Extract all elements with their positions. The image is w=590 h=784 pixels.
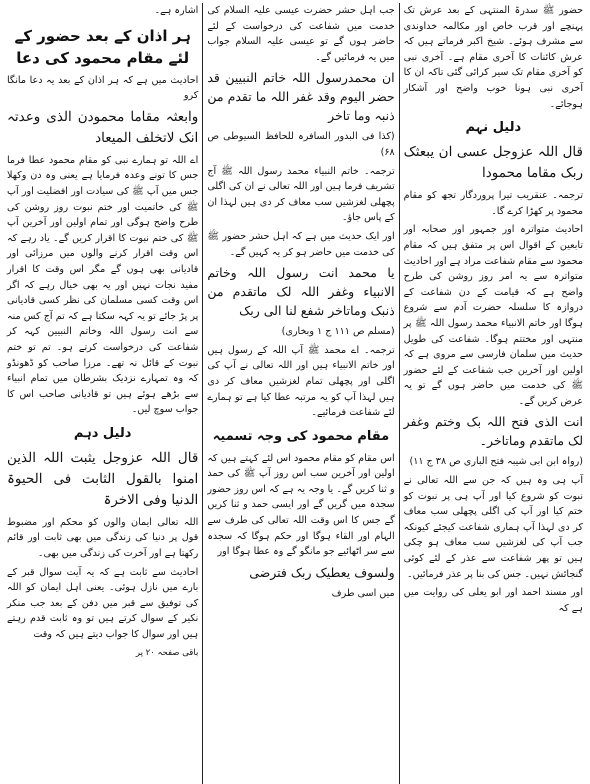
- section-heading: دلیل نہم: [465, 120, 522, 136]
- paragraph: اے اللہ تو ہمارے نبی کو مقام محمود عطا فرما جس کا تونے وعدہ فرمایا ہے یعنی وہ دن وکھلا جس میں آپ ﷺ کی سیادت اور افضلیت اور آپ ﷺ کی خاتمیت اور ختم نبوت روز روشن کی طرح واضح ہوگی اور تمام اولین اور آخرین آپ ﷺ کی ختم نبوت کا اقرار کریں گے۔ یاد رہے کہ اس وقت اقرار کرنے والوں میں مرزائی اور قادیانی بھی ہوں گے مگر اس وقت کا اقرار مفید نجات نہیں اور یہ بھی خیال رہے کہ اگر اس وقت کسی مسلمان کی نظر کسی قادیانی پر پڑ جائے تو یہ کہہ سکتا ہے کہ تم آج کس منہ سے انت رسول اللہ وخاتم النبیین کہہ کر شفاعت کی درخواست کرتے ہو۔ تم تو ختم نبوت کے قائل نہ تھے۔ مرزا صاحب کو ڈھونڈو کہ وہ تمہارے نزدیک بشرطان میں تمام انبیاء سے بڑھے ہوئے ہیں تو قادیانی صاحب اس کا جواب سوچ لیں۔: [7, 154, 199, 416]
- paragraph: احادیث سے ثابت ہے کہ یہ آیت سوال قبر کے بارے میں نازل ہوئی۔ یعنی اہل ایمان کو اللہ کی توفیق سے قبر میں دفن کے بعد جب منکر نکیر کے سوال کرتے ہیں تو وہ ثابت قدم رہتے ہیں اور سوال کا جواب دیتے ہیں کہ وقت: [7, 566, 199, 641]
- arabic-hadith: یا محمد انت رسول اللہ وخاتم الانبیاء وغفر اللہ لک ماتقدم من ذنبک وماتاخر شفع لنا الی ربک: [207, 265, 395, 319]
- paragraph: اور مسند احمد اور ابو یعلی کی روایت میں ہے کہ: [403, 587, 583, 614]
- paragraph: میں اسی طرف: [331, 587, 395, 599]
- translation: ترجمہ۔ عنقریب تیرا پروردگار تجھ کو مقام محمود پر کھڑا کرے گا۔: [403, 190, 583, 217]
- arabic-verse: ولسوف یعطیک ربک فترضی: [249, 564, 395, 580]
- paragraph: آپ ہی وہ ہیں کہ جن سے اللہ تعالی نے نبوت کو شروع کیا اور آپ ہی پر نبوت کو ختم کیا اور آپ کی اگلی پچھلی سب معاف کر دی لہذا آپ ہماری شفاعت کیجئے کیونکہ جب آپ کی لغزشیں سب معاف ہو چکی ہیں تو پھر شفاعت سے عذر کے لئے کوئی گنجائش نہیں۔ جس کی بنا پر عذر فرمائیں۔: [403, 475, 583, 580]
- section-heading: مقام محمود کی وجہ تسمیہ: [212, 428, 390, 444]
- translation: ترجمہ۔ اے محمد ﷺ آپ اللہ کے رسول ہیں اور خاتم الانبیاء ہیں اور اللہ تعالی نے آپ کی اگلی اور پچھلی تمام لغزشیں معاف کر دی ہیں لہذا آپ کو یہ مرتبہ عطا کیا ہے تو ہمارے لئے شفاعت فرمائیے۔: [207, 344, 395, 419]
- middle-column: [203, 3, 398, 784]
- paragraph: احادیث میں ہے کہ ہر اذان کے بعد یہ دعا مانگا کرو: [7, 74, 199, 102]
- reference: (کذا فی البدور السافرہ للحافظ السیوطی ص ۶۸): [207, 131, 395, 158]
- paragraph: احادیث متواترہ اور جمہور اور صحابہ اور تابعین کے اقوال اس پر متفق ہیں کہ مقام محمود سے مقام شفاعت مراد ہے اور احادیث متواترہ سے یہ امر روز روشن کی طرح واضح ہے کہ قیامت کے دن شفاعت کے دروازہ کا سلسلہ حضرت آدم سے شروع ہوگا اور خاتم الانبیاء محمد رسول اللہ ﷺ پر منتہی اور مختتم ہوگا۔ شفاعت کی طویل حدیث میں سلمان فارسی سے مروی ہے کہ اولین اور آخرین جب شفاعت کے لئے حضور ﷺ کی خدمت میں حاضر ہوں گے تو یہ عرض کریں گے۔: [403, 224, 583, 407]
- arabic-verse: قال اللہ عزوجل یثبت اللہ الذین امنوا بالقول الثابت فی الحیوۃ الدنیا وفی الاخرۃ: [7, 449, 199, 508]
- paragraph: حضور ﷺ سدرۃ المنتہی کے بعد عرش تک پہنچے اور قرب خاص اور مکالمہ خداوندی سے مشرف ہوئے۔ شیخ اکبر فرماتے ہیں کہ عرش کائنات کا آخری مقام ہے۔ آخری نبی کو آخری مقام تک سیر کرائی گئی تاکہ ان کا آخری نبی ہونا خوب واضح اور آشکار ہوجائے۔: [403, 5, 583, 110]
- section-heading: ہر اذان کے بعد حضور کے لئے مقام محمود کی دعا: [14, 26, 191, 67]
- paragraph: اللہ تعالی ایمان والوں کو محکم اور مضبوط قول پر دنیا کی زندگی میں بھی ثابت اور قائم رکھتا ہے اور آخرت کی زندگی میں بھی۔: [7, 516, 199, 560]
- right-column: [400, 3, 587, 784]
- paragraph: اور ایک حدیث میں ہے کہ اہل حشر حضور ﷺ کی خدمت میں حاضر ہو کر یہ کہیں گے۔: [207, 230, 395, 258]
- section-heading: دلیل دہم: [73, 425, 132, 441]
- arabic-dua: وابعثہ مقاما محمودن الذی وعدتہ انک لاتخلف المیعاد: [7, 108, 199, 146]
- continued-note: باقی صفحہ ۲۰ پر: [135, 647, 199, 658]
- arabic-verse: قال اللہ عزوجل عسی ان یبعثک ربک مقاما محمودا: [403, 144, 583, 182]
- paragraph: اشارہ ہے۔: [154, 5, 199, 16]
- arabic-hadith: انت الذی فتح اللہ بک وختم وغفر لک ماتقدم وماتاخر۔: [403, 414, 583, 449]
- reference: (رواہ ابن ابی شیبہ فتح الباری ص ۳۸ ج ۱۱): [409, 456, 583, 468]
- left-column: [3, 3, 202, 784]
- translation: ترجمہ۔ خاتم النبیاء محمد رسول اللہ ﷺ آج تشریف فرما ہیں اور اللہ تعالی نے ان کی اگلی پچھلی لغزشیں سب معاف کر دی ہیں لہذا ان کے پاس جاؤ۔: [207, 165, 395, 224]
- paragraph: اس مقام کو مقام محمود اس لئے کہتے ہیں کہ اولین اور آخرین سب اس روز آپ ﷺ کی حمد و ثنا کریں گے۔ یا وجہ یہ ہے کہ اس روز حضور سجدہ میں گریں گے اور ایسی حمد و ثنا کریں گے جس کا اس وقت اللہ تعالی کی طرف سے الہام اور القاء ہوگا اور حکم ہوگا کہ سجدہ سے سر اٹھائیے جو مانگو گے وہ عطا ہوگا اور: [207, 452, 395, 558]
- paragraph: جب اہل حشر حضرت عیسی علیہ السلام کی خدمت میں شفاعت کی درخواست کے لئے حاضر ہوں گے تو عیسی علیہ السلام جواب میں یہ فرمائیں گے۔: [207, 5, 395, 63]
- arabic-hadith: ان محمدرسول اللہ خاتم النبیین قد حضر الیوم وقد غفر اللہ ما تقدم من ذنبہ وما تاخر: [207, 70, 395, 124]
- reference: (مسلم ص ۱۱۱ ج ۱ وبخاری): [281, 326, 395, 338]
